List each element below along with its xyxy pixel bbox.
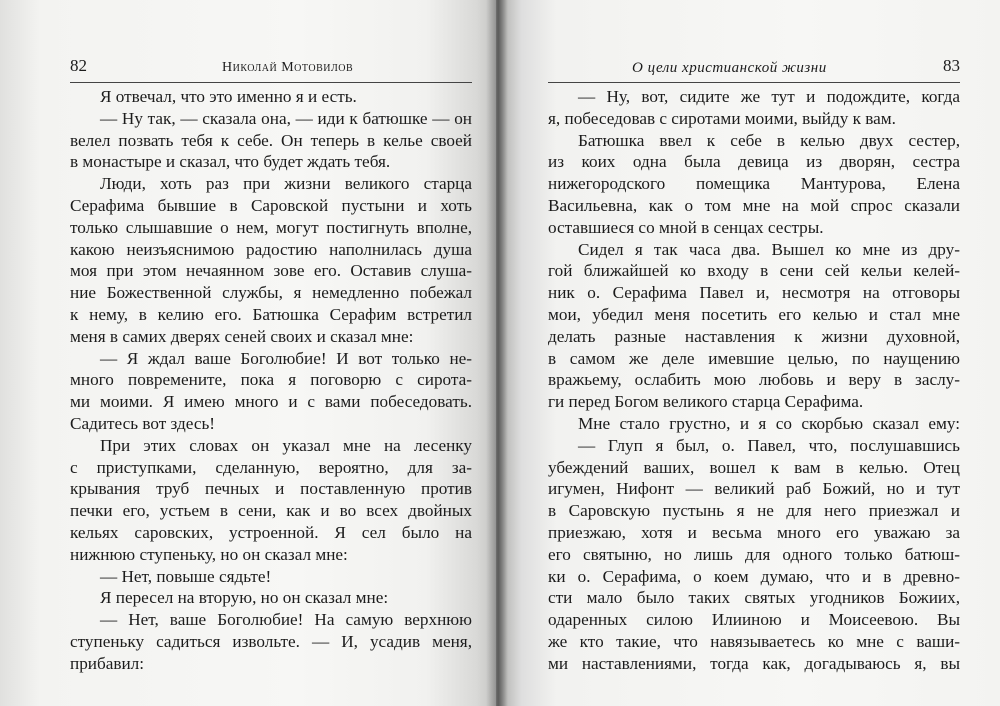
text-line: Я пересел на вторую, но он сказал мне: xyxy=(100,588,389,608)
text-line: Я отвечал, что это именно я и есть. xyxy=(100,87,357,106)
text-line: крывания труб печных и поставленную против xyxy=(70,479,472,499)
text-line: в монастыре и сказал, что будет ждать тебя. xyxy=(70,152,391,172)
text-line: — Я ждал ваше Боголюбие! И вот только не- xyxy=(100,348,472,368)
text-line: мои, убедил меня посетить его келью и стал мне xyxy=(548,304,960,324)
text-line: к нему, в келию его. Батюшка Серафим встретил xyxy=(70,304,472,324)
text-line: Люди, хоть раз при жизни великого старца xyxy=(100,174,472,194)
running-head-author: Николай Мотовилов xyxy=(222,60,354,75)
text-line: При этих словах он указал мне на лесенку xyxy=(100,435,472,455)
text-line: приезжаю, хотя и весьма много его уважаю за xyxy=(548,522,960,542)
text-line: нижегородского помещика Мантурова, Елена xyxy=(548,174,960,194)
text-line: одаренных силою Илииною и Моисеевою. Вы xyxy=(548,610,960,630)
text-line: ки о. Серафима, о коем думаю, что и в древно- xyxy=(548,566,960,586)
text-line: Мне стало грустно, и я со скорбью сказал ему: xyxy=(578,413,960,433)
text-line: прибавил: xyxy=(70,653,145,673)
text-line: я, побеседовав с сиротами моими, выйду к вам. xyxy=(548,108,896,128)
text-line: Серафима бывшие в Саровской пустыни и хоть xyxy=(70,195,472,215)
text-line: делать разные наставления к жизни духовной, xyxy=(548,326,960,346)
text-line: — Ну так, — сказала она, — иди к батюшке — он xyxy=(100,108,472,128)
text-line: много повремените, пока я поговорю с сирота- xyxy=(70,370,472,390)
page-number: 82 xyxy=(70,56,87,75)
text-line: вражьему, ослабить мою любовь и веру в заслу- xyxy=(548,370,960,390)
text-line: ми моими. Я имею много и с вами побеседовать. xyxy=(70,392,472,412)
text-line: его святыню, но лишь для одного только батюш- xyxy=(548,544,960,564)
text-line: в самом же деле имевшие целью, по наущению xyxy=(548,348,960,368)
text-line: сти мало было таких святых угодников Божиих, xyxy=(548,588,960,608)
text-line: — Ну, вот, сидите же тут и подождите, когда xyxy=(578,87,960,106)
right-page-body xyxy=(548,86,960,675)
text-line: Садитесь вот здесь! xyxy=(70,413,216,433)
left-page xyxy=(0,0,496,706)
text-line: игумен, Нифонт — великий раб Божий, но и тут xyxy=(548,479,960,499)
text-line: гой ближайшей ко входу в сени сей кельи келей- xyxy=(548,261,960,281)
text-line: меня в самих дверях сеней своих и сказал мне: xyxy=(70,326,414,346)
left-page-body xyxy=(70,86,472,675)
text-line: — Нет, повыше сядьте! xyxy=(100,566,272,586)
text-line: — Глуп я был, о. Павел, что, послушавшись xyxy=(578,435,960,455)
text-line: из коих одна была девица из дворян, сестра xyxy=(548,152,960,172)
text-line: какою неизъяснимою радостию наполнилась душа xyxy=(70,239,472,259)
text-line: с приступками, сделанную, вероятно, для за- xyxy=(70,457,472,477)
text-line: ник о. Серафима Павел и, несмотря на отговоры xyxy=(548,283,960,303)
text-line: моя при этом нечаянном зове его. Оставив слуша- xyxy=(70,261,472,281)
right-page xyxy=(496,0,1000,706)
text-line: нижнюю ступеньку, но он сказал мне: xyxy=(70,544,348,564)
text-line: Батюшка ввел к себе в келью двух сестер, xyxy=(578,130,960,150)
text-line: — Нет, ваше Боголюбие! На самую верхнюю xyxy=(100,610,472,630)
text-line: ние Божественной службы, я немедленно побежал xyxy=(70,283,472,303)
text-line: ми наставлениями, тогда как, догадываюсь я, вы xyxy=(548,653,960,673)
running-head-title: О цели христианской жизни xyxy=(632,60,827,76)
text-line: же кто такие, что навязываетесь ко мне с ваши- xyxy=(548,631,960,651)
text-line: убеждений ваших, вошел к вам в келью. Отец xyxy=(548,457,960,477)
left-page-header xyxy=(70,56,472,83)
text-line: велел позвать тебя к себе. Он теперь в келье своей xyxy=(70,130,472,150)
page-number: 83 xyxy=(943,56,960,75)
book-gutter-shadow xyxy=(486,0,508,706)
text-line: печки его, устьем в сени, как и во всех двойных xyxy=(70,501,472,521)
text-line: в Саровскую пустынь я не для него приезжал и xyxy=(548,501,960,521)
text-line: только слышавшие о нем, могут постигнуть вполне, xyxy=(70,217,472,237)
text-line: Васильевна, как о том мне на мой спрос сказали xyxy=(548,195,960,215)
text-line: ступеньку садиться извольте. — И, усадив меня, xyxy=(70,631,472,651)
text-line: оставшиеся со мной в сенцах сестры. xyxy=(548,217,824,237)
text-line: Сидел я так часа два. Вышел ко мне из дру- xyxy=(578,239,960,259)
right-page-header xyxy=(548,56,960,83)
text-line: ги перед Богом великого старца Серафима. xyxy=(548,392,864,412)
text-line: кельях саровских, устроенной. Я сел было на xyxy=(70,522,472,542)
